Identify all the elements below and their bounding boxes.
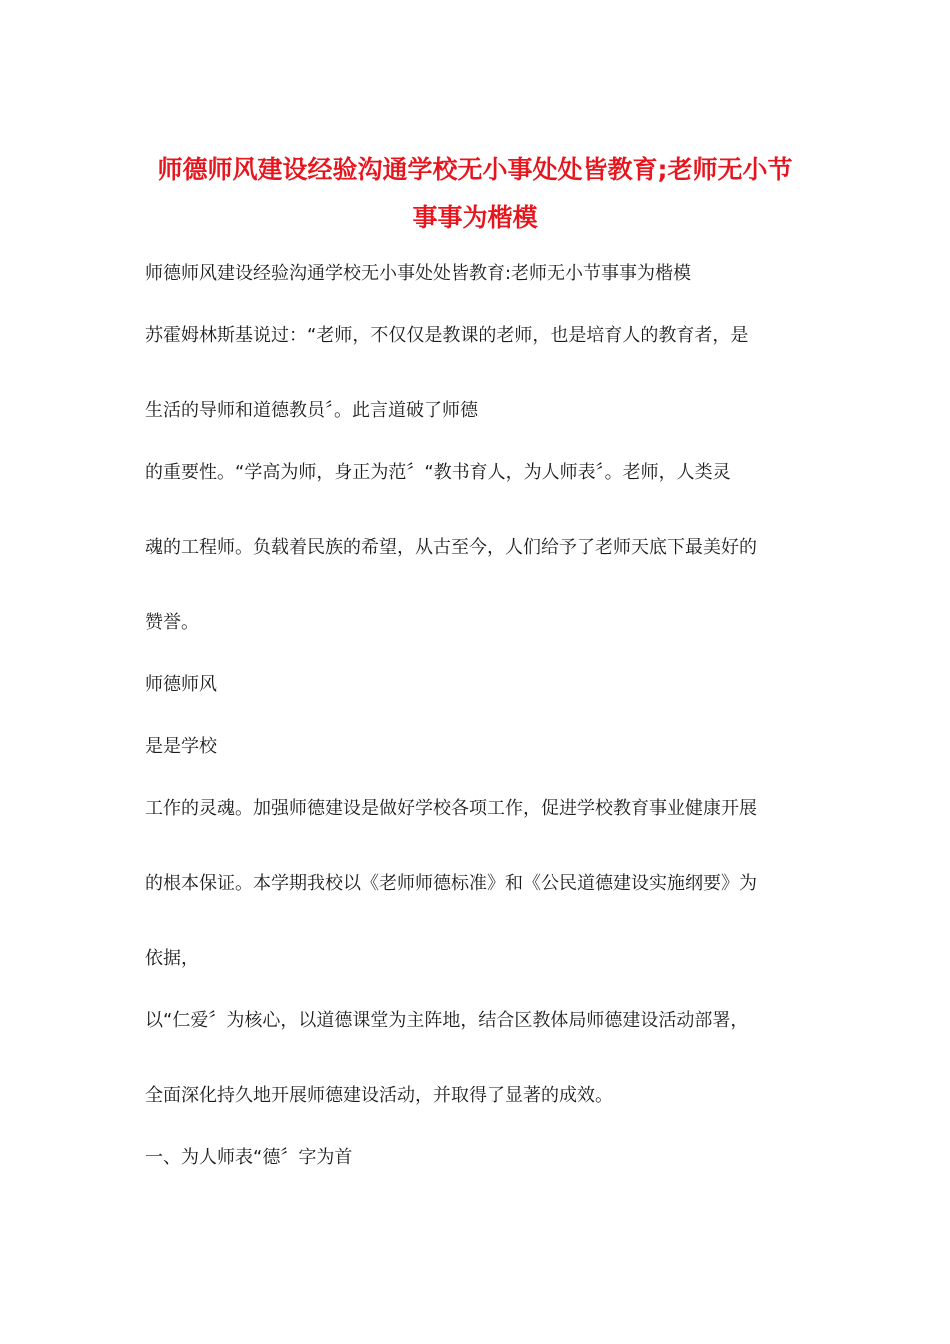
body-line: 依据， [145, 948, 199, 969]
body-line: 苏霍姆林斯基说过：“老师，不仅仅是教课的老师，也是培育人的教育者，是 [145, 325, 749, 346]
subtitle-line: 师德师风建设经验沟通学校无小事处处皆教育:老师无小节事事为楷模 [145, 263, 692, 284]
body-line: 师德师风 [145, 674, 217, 695]
body-line: 的根本保证。本学期我校以《老师师德标准》和《公民道德建设实施纲要》为 [145, 873, 757, 894]
document-title-line-2: 事事为楷模 [412, 203, 538, 232]
body-line: 以“仁爱〞为核心，以道德课堂为主阵地，结合区教体局师德建设活动部署， [145, 1010, 749, 1031]
body-line: 的重要性。“学高为师，身正为范〞“教书育人，为人师表〞。老师，人类灵 [145, 462, 731, 483]
body-line: 全面深化持久地开展师德建设活动，并取得了显著的成效。 [145, 1085, 613, 1106]
section-heading: 一、为人师表“德〞字为首 [145, 1147, 353, 1168]
body-line: 是是学校 [145, 736, 217, 757]
body-line: 赞誉。 [145, 612, 199, 633]
document-title-line-1: 师德师风建设经验沟通学校无小事处处皆教育;老师无小节 [157, 155, 793, 184]
body-line: 工作的灵魂。加强师德建设是做好学校各项工作，促进学校教育事业健康开展 [145, 798, 757, 819]
body-line: 魂的工程师。负载着民族的希望，从古至今，人们给予了老师天底下最美好的 [145, 537, 757, 558]
body-line: 生活的导师和道德教员〞。此言道破了师德 [145, 400, 478, 421]
